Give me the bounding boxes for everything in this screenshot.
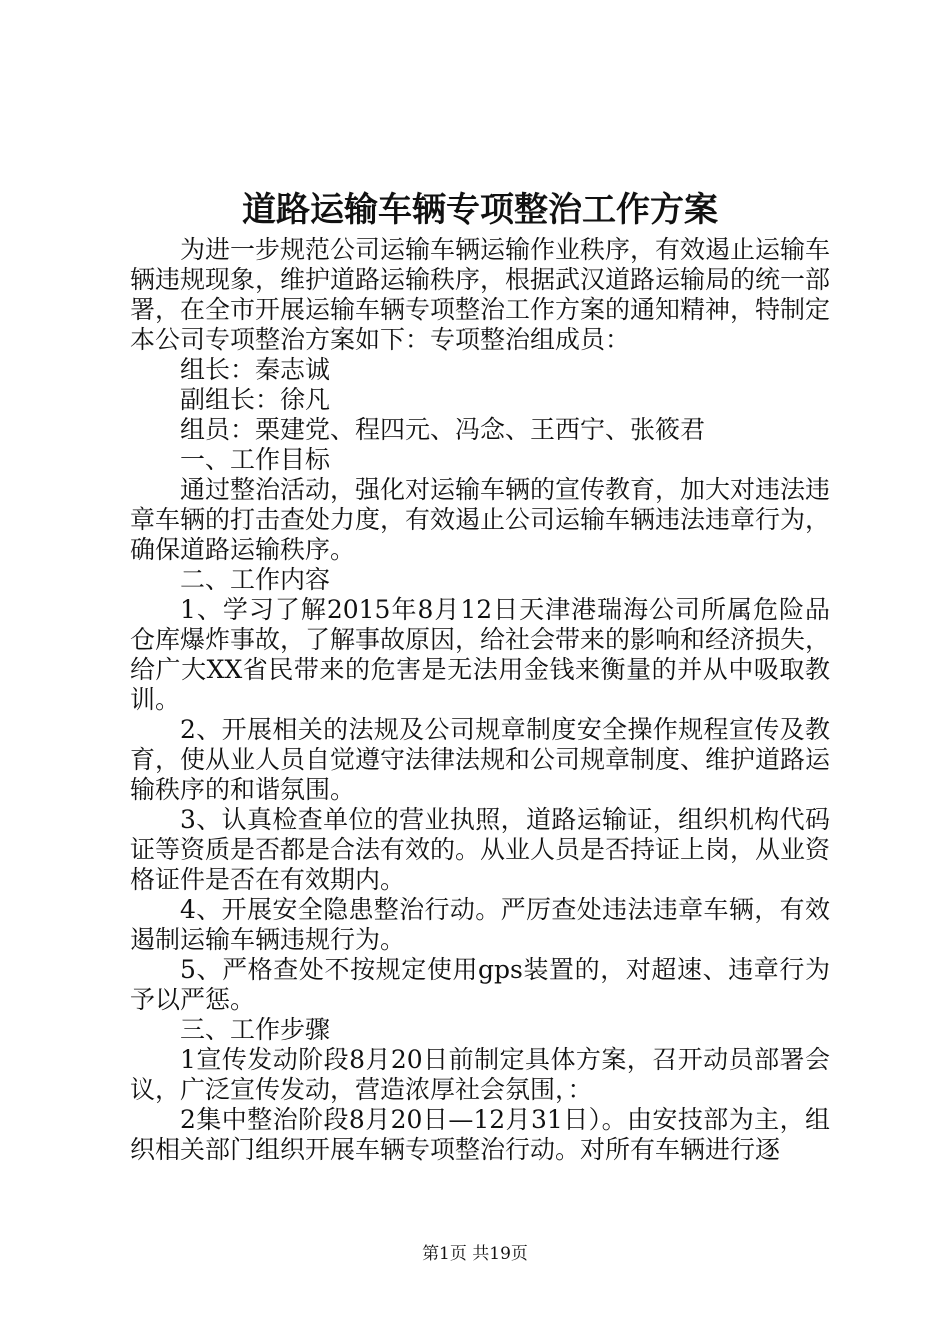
paragraph-content-1: 1、学习了解2015年8月12日天津港瑞海公司所属危险品仓库爆炸事故，了解事故原因，给社会带来的影响和经济损失，给广大XX省民带来的危害是无法用金钱来衡量的并从中吸取教训。 — [130, 595, 831, 714]
paragraph-step-1: 1宣传发动阶段8月20日前制定具体方案，召开动员部署会议，广泛宣传发动，营造浓厚社会氛围，： — [130, 1045, 830, 1104]
document-body — [130, 235, 830, 1165]
paragraph-leader: 组长：秦志诚 — [180, 355, 331, 384]
paragraph-deputy-leader: 副组长：徐凡 — [180, 385, 331, 414]
paragraph-content-5: 5、严格查处不按规定使用gps装置的，对超速、违章行为予以严惩。 — [130, 955, 830, 1014]
paragraph-intro: 为进一步规范公司运输车辆运输作业秩序，有效遏止运输车辆违规现象，维护道路运输秩序，根据武汉道路运输局的统一部署，在全市开展运输车辆专项整治工作方案的通知精神，特制定本公司专项整治方案如下：专项整治组成员： — [130, 235, 831, 354]
paragraph-step-2: 2集中整治阶段8月20日—12月31日）。由安技部为主，组织相关部门组织开展车辆专项整治行动。对所有车辆进行逐 — [130, 1105, 830, 1164]
page-footer: 第1页 共19页 — [422, 1244, 528, 1264]
section-heading-steps: 三、工作步骤 — [180, 1015, 331, 1044]
paragraph-content-3: 3、认真检查单位的营业执照，道路运输证，组织机构代码证等资质是否都是合法有效的。从业人员是否持证上岗，从业资格证件是否在有效期内。 — [130, 805, 831, 894]
section-heading-goals: 一、工作目标 — [180, 445, 331, 474]
document-title: 道路运输车辆专项整治工作方案 — [242, 190, 718, 230]
paragraph-members: 组员：栗建党、程四元、冯念、王西宁、张筱君 — [180, 415, 706, 444]
section-heading-content: 二、工作内容 — [180, 565, 331, 594]
paragraph-content-4: 4、开展安全隐患整治行动。严厉查处违法违章车辆，有效遏制运输车辆违规行为。 — [130, 895, 830, 954]
paragraph-content-2: 2、开展相关的法规及公司规章制度安全操作规程宣传及教育，使从业人员自觉遵守法律法规和公司规章制度、维护道路运输秩序的和谐氛围。 — [130, 715, 831, 804]
paragraph-goals: 通过整治活动，强化对运输车辆的宣传教育，加大对违法违章车辆的打击查处力度，有效遏止公司运输车辆违法违章行为，确保道路运输秩序。 — [130, 475, 831, 564]
